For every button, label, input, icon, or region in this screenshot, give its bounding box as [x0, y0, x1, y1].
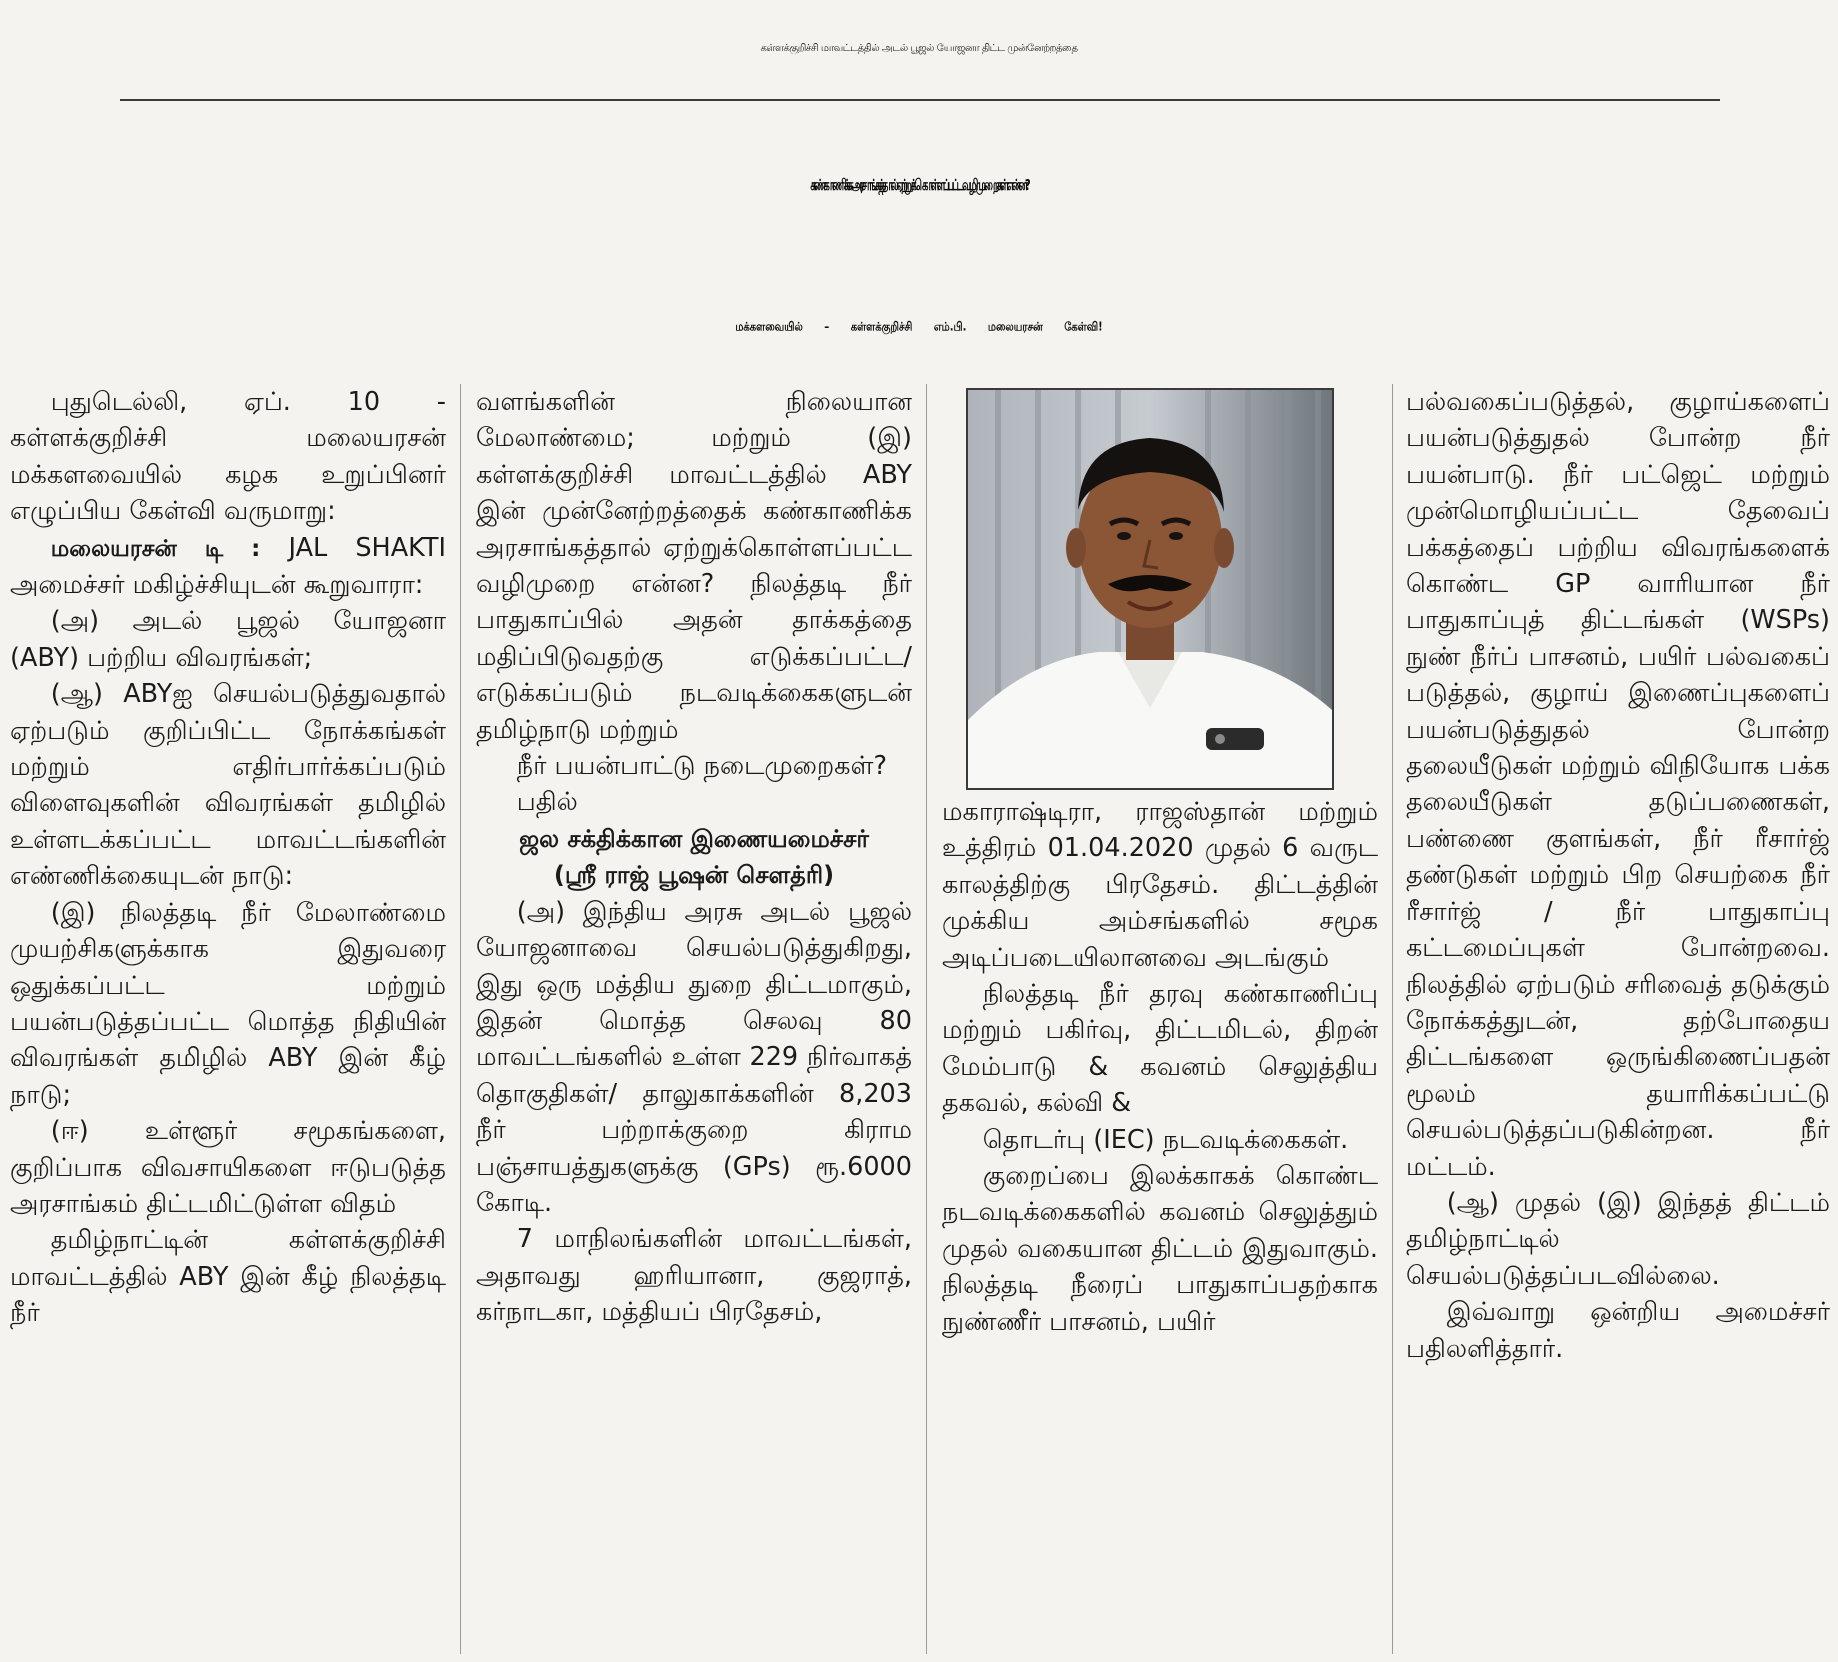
column-divider [1392, 384, 1393, 1654]
question-intro-text: JAL SHAKTI அமைச்சர் மகிழ்ச்சியுடன் கூறுவாரா: [10, 532, 446, 601]
answer-b-c: (ஆ) முதல் (இ) இந்தத் திட்டம் தமிழ்நாட்டில் செயல்படுத்தப்படவில்லை. [1406, 1187, 1830, 1291]
question-a: (அ) அடல் பூஜல் யோஜனா (ABY) பற்றிய விவரங்கள்; [10, 606, 446, 673]
minister-title: ஜல சக்திக்கான இணையமைச்சர் [519, 824, 869, 853]
portrait-illustration [968, 390, 1332, 788]
question-d: (ஈ) உள்ளூர் சமூகங்களை, குறிப்பாக விவசாயிகளை ஈடுபடுத்த அரசாங்கம் திட்டமிட்டுள்ள விதம் [10, 1116, 446, 1219]
headline: கண்காணிக்க அரசாங்கத்தால் ஏற்றுக் கொள்ளப்பட்ட வழிமுறைகள் என்ன? [810, 177, 1028, 195]
answer-continued: மகாராஷ்டிரா, ராஜஸ்தான் மற்றும் உத்திரம் 01.04.2020 முதல் 6 வருட காலத்திற்கு பிரதேசம். திட்டத்தின் முக்கிய அம்சங்களில் சமூக அடிப்படையிலானவை அடங்கும் [942, 797, 1378, 973]
question-intro [10, 530, 446, 604]
answer-iec: தொடர்பு (IEC) நடவடிக்கைகள். [982, 1124, 1349, 1155]
question-c: (இ) நிலத்தடி நீர் மேலாண்மை முயற்சிகளுக்காக இதுவரை ஒதுக்கப்பட்ட மற்றும் பயன்படுத்தப்பட்ட மொத்த நிதியின் விவரங்கள் தமிழில் ABY இன் கீழ் நாடு; [10, 897, 446, 1110]
dateline-paragraph: புதுடெல்லி, ஏப். 10 - கள்ளக்குறிச்சி மலையரசன் மக்களவையில் கழக உறுப்பினர் எழுப்பிய கேள்வி வருமாறு: [10, 387, 446, 527]
article-column-3 [942, 794, 1378, 1654]
article-column-2 [476, 384, 912, 1654]
closing-line: இவ்வாறு ஒன்றிய அமைச்சர் பதிலளித்தார். [1406, 1297, 1830, 1364]
answer-label: பதில் [516, 787, 578, 818]
question-continued: வளங்களின் நிலையான மேலாண்மை; மற்றும் (இ) கள்ளக்குறிச்சி மாவட்டத்தில் ABY இன் முன்னேற்றத்தைக் கண்காணிக்க அரசாங்கத்தால் ஏற்றுக்கொள்ளப்பட்ட வழிமுறை என்ன? நிலத்தடி நீர் பாதுகாப்பில் அதன் தாக்கத்தை மதிப்பிடுவதற்கு எடுக்கப்பட்ட/எடுக்கப்படும் நடவடிக்கைகளுடன் தமிழ்நாடு மற்றும் [476, 387, 912, 745]
answer-a: (அ) இந்திய அரசு அடல் பூஜல் யோஜனாவை செயல்படுத்துகிறது, இது ஒரு மத்திய துறை திட்டமாகும், இதன் மொத்த செலவு 80 மாவட்டங்களில் உள்ள 229 நிர்வாகத் தொகுதிகள்/ தாலுகாக்களின் 8,203 நீர் பற்றாக்குறை கிராம பஞ்சாயத்துகளுக்கு (GPs) ரூ.6000 கோடி. [476, 896, 912, 1218]
answer-features: நிலத்தடி நீர் தரவு கண்காணிப்பு மற்றும் பகிர்வு, திட்டமிடல், திறன் மேம்பாடு & கவனம் செலுத்திய தகவல், கல்வி & [942, 979, 1378, 1119]
answer-states: 7 மாநிலங்களின் மாவட்டங்கள், அதாவது ஹரியானா, குஜராத், கர்நாடகா, மத்தியப் பிரதேசம், [476, 1224, 912, 1328]
column-divider [460, 384, 461, 1654]
column-divider [926, 384, 927, 1654]
article-column-1 [10, 384, 446, 1654]
answer-focus: குறைப்பை இலக்காகக் கொண்ட நடவடிக்கைகளில் கவனம் செலுத்தும் முதல் வகையான திட்டம் இதுவாகும். நிலத்தடி நீரைப் பாதுகாப்பதற்காக நுண்ணீர் பாசனம், பயிர் [942, 1161, 1378, 1337]
subheadline: மக்களவையில் – கள்ளக்குறிச்சி எம்.பி. மலையரசன் கேள்வி! [735, 320, 1103, 334]
questioner-name: மலையரசன் டி : [50, 535, 261, 562]
portrait-photo [966, 388, 1334, 790]
answer-interventions: பல்வகைப்படுத்தல், குழாய்களைப் பயன்படுத்துதல் போன்ற நீர் பயன்பாடு. நீர் பட்ஜெட் மற்றும் முன்மொழியப்பட்ட தேவைப் பக்கத்தைப் பற்றிய விவரங்களைக் கொண்ட GP வாரியான நீர் பாதுகாப்புத் திட்டங்கள் (WSPs) நுண் நீர்ப் பாசனம், பயிர் பல்வகைப் படுத்தல், குழாய் இணைப்புகளைப் பயன்படுத்துதல் போன்ற தலையீடுகள் மற்றும் விநியோக பக்க தலையீடுகள் தடுப்பணைகள், பண்ணை குளங்கள், நீர் ரீசார்ஜ் தண்டுகள் மற்றும் பிற செயற்கை நீர் ரீசார்ஜ் / நீர் பாதுகாப்பு கட்டமைப்புகள் போன்றவை. நிலத்தில் ஏற்படும் சரிவைத் தடுக்கும் நோக்கத்துடன், தற்போதைய திட்டங்களை ஒருங்கிணைப்பதன் மூலம் தயாரிக்கப்பட்டு செயல்படுத்தப்படுகின்றன. நீர் மட்டம். [1406, 387, 1830, 1182]
question-e: தமிழ்நாட்டின் கள்ளக்குறிச்சி மாவட்டத்தில் ABY இன் கீழ் நிலத்தடி நீர் [10, 1225, 446, 1329]
article-column-4 [1406, 384, 1830, 1654]
kicker-line: கள்ளக்குறிச்சி மாவட்டத்தில் அடல் பூஜல் யோஜனா திட்ட முன்னேற்றத்தை [760, 43, 1078, 54]
question-last: நீர் பயன்பாட்டு நடைமுறைகள்? [516, 751, 888, 782]
minister-name: (ஸ்ரீ ராஜ் பூஷன் சௌத்ரி) [553, 861, 835, 890]
question-b: (ஆ) ABYஐ செயல்படுத்துவதால் ஏற்படும் குறிப்பிட்ட நோக்கங்கள் மற்றும் எதிர்பார்க்கப்படும் விளைவுகளின் விவரங்கள் தமிழில் உள்ளடக்கப்பட்ட மாவட்டங்களின் எண்ணிக்கையுடன் நாடு: [10, 679, 446, 892]
